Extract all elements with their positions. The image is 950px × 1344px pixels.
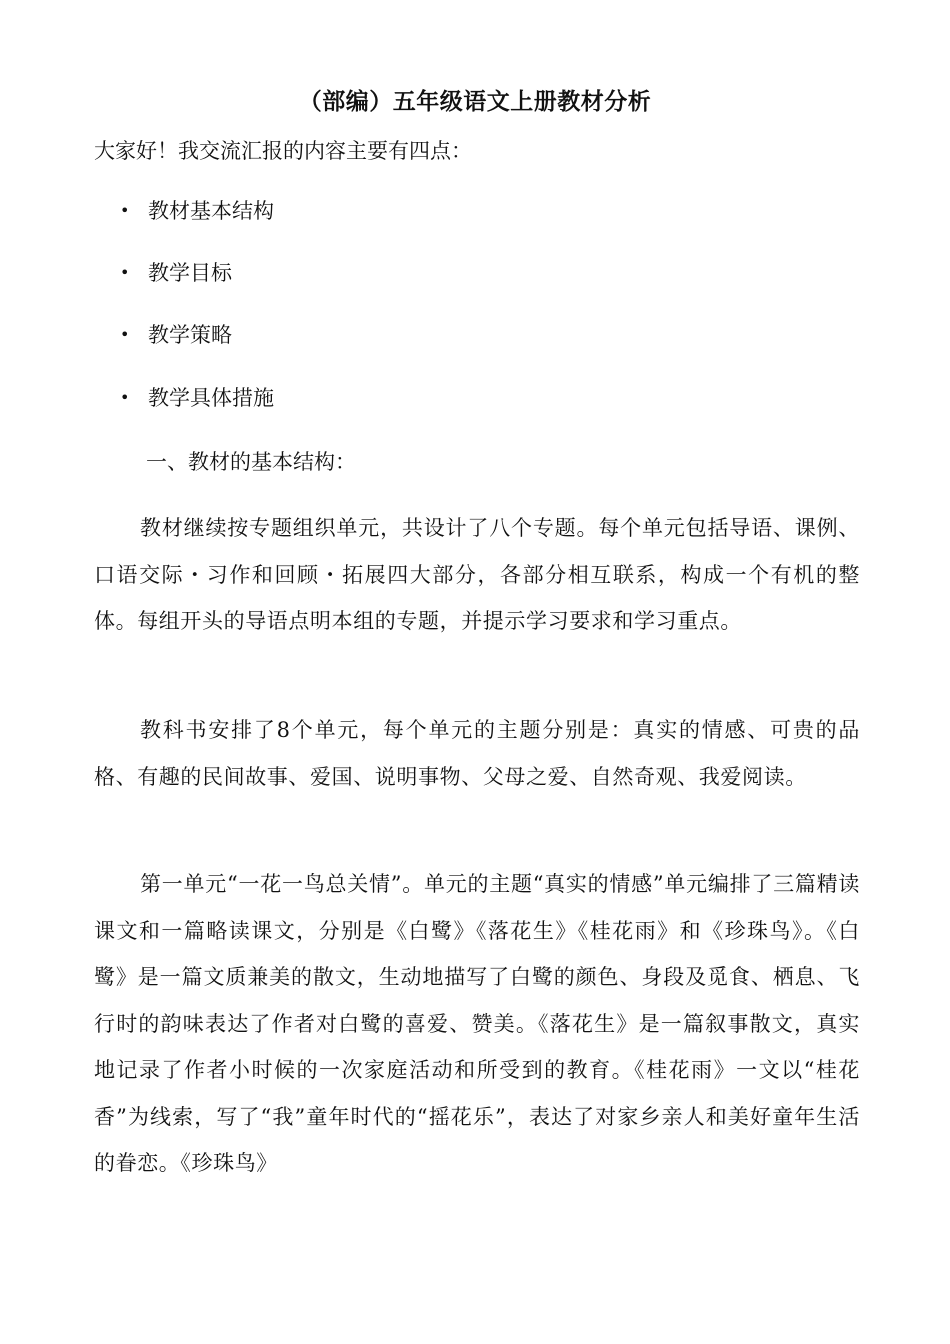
greeting-line: 大家好！我交流汇报的内容主要有四点： <box>94 139 472 163</box>
body-paragraph: 教科书安排了8个单元，每个单元的主题分别是：真实的情感、可贵的品格、有趣的民间故事、爱国、说明事物、父母之爱、自然奇观、我爱阅读。 <box>94 718 860 789</box>
document-title: （部编）五年级语文上册教材分析 <box>298 89 652 115</box>
topic-label: 教学具体措施 <box>148 386 274 410</box>
topic-list-item <box>120 258 232 288</box>
topic-label: 教学目标 <box>148 261 232 285</box>
body-paragraph: 教材继续按专题组织单元，共设计了八个专题。每个单元包括导语、课例、口语交际・习作和回顾・拓展四大部分，各部分相互联系，构成一个有机的整体。每组开头的导语点明本组的专题，并提示学习要求和学习重点。 <box>94 516 860 633</box>
section-heading: 一、教材的基本结构： <box>146 450 356 474</box>
topic-list-item <box>120 383 274 413</box>
topic-label: 教学策略 <box>148 323 232 347</box>
body-paragraph: 第一单元“一花一鸟总关情”。单元的主题“真实的情感”单元编排了三篇精读课文和一篇略读课文，分别是《白鹭》《落花生》《桂花雨》和《珍珠鸟》。《白鹭》是一篇文质兼美的散文，生动地描写了白鹭的颜色、身段及觅食、栖息、飞行时的韵味表达了作者对白鹭的喜爱、赞美。《落花生》是一篇叙事散文，真实地记录了作者小时候的一次家庭活动和所受到的教育。《桂花雨》一文以“桂花香”为线索，写了“我”童年时代的“摇花乐”，表达了对家乡亲人和美好童年生活的眷恋。《珍珠鸟》 <box>94 872 860 1175</box>
bullet-dot-icon: • <box>120 201 130 220</box>
topic-list-item <box>120 196 274 226</box>
bullet-dot-icon: • <box>120 388 130 407</box>
bullet-dot-icon: • <box>120 263 130 282</box>
bullet-dot-icon: • <box>120 325 130 344</box>
topic-list-item <box>120 320 232 350</box>
topic-label: 教材基本结构 <box>148 199 274 223</box>
